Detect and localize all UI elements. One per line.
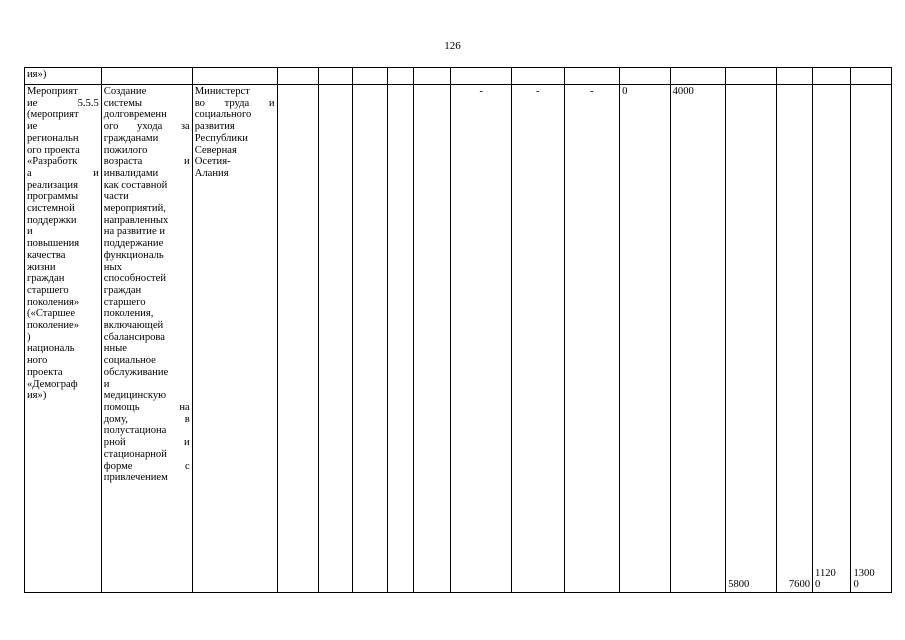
text-line: старшего — [103, 296, 146, 308]
measure-description-text — [104, 86, 190, 484]
text-line: возраста и — [103, 156, 190, 168]
cont-cell — [726, 68, 777, 85]
text-line: социальное — [103, 355, 156, 367]
dash-cell-2: - — [511, 85, 564, 593]
empty-cell — [413, 85, 450, 593]
cont-cell — [813, 68, 851, 85]
text-line: 1120 — [815, 567, 836, 579]
cont-cell — [776, 68, 812, 85]
text-line: помощь на — [103, 401, 190, 413]
text-line: сбалансирова — [103, 331, 166, 343]
measure-name-cell — [25, 85, 102, 593]
text-line: способностей — [103, 273, 167, 285]
text-line: системной — [27, 203, 75, 215]
text-line: инвалидами — [103, 167, 159, 179]
text-line: Алания — [194, 167, 229, 179]
text-line: Мероприят — [27, 86, 78, 97]
text-line: поддержки — [27, 214, 77, 226]
text-line: на развитие и — [103, 226, 165, 238]
text-line: поколения, — [103, 308, 154, 320]
text-line: рной и — [103, 437, 190, 449]
cont-cell — [620, 68, 671, 85]
text-line: поколение» — [27, 320, 80, 332]
cont-cell — [353, 68, 387, 85]
text-line: полустациона — [103, 425, 167, 437]
text-line: «Разработк — [27, 156, 78, 168]
text-line: ого ухода за — [103, 121, 190, 133]
dash-cell-1: - — [451, 85, 512, 593]
dash-cell-3: - — [564, 85, 620, 593]
value-cell-4000: 4000 — [670, 85, 726, 593]
text-line: нные — [103, 343, 127, 355]
text-line: обслуживание — [103, 366, 169, 378]
text-line: системы — [103, 97, 143, 109]
value-cell-7600: 7600 — [776, 85, 812, 593]
value-cell-5800: 5800 — [726, 85, 777, 593]
text-line: ие — [27, 121, 38, 133]
page-number: 126 — [444, 40, 461, 52]
text-line: включающей — [103, 320, 164, 332]
value-cell-zero: 0 — [620, 85, 671, 593]
text-line: мероприятий, — [103, 203, 166, 215]
measure-description-cell — [101, 85, 192, 593]
text-line: (мероприят — [27, 109, 79, 121]
cont-cell — [413, 68, 450, 85]
value-13000-text — [853, 568, 889, 591]
text-line: граждан — [103, 284, 142, 296]
text-line: программы — [27, 191, 79, 203]
cont-cell — [511, 68, 564, 85]
text-line: и — [27, 226, 33, 238]
cont-cell — [192, 68, 277, 85]
text-line: качества — [27, 249, 66, 261]
text-line: долговременн — [103, 109, 167, 121]
cont-cell — [387, 68, 413, 85]
table-row-continuation — [25, 68, 892, 85]
text-line: направленных — [103, 214, 169, 226]
text-line: проекта — [27, 366, 63, 378]
cont-cell — [319, 68, 353, 85]
text-line: и — [103, 378, 110, 390]
text-line: ного — [27, 355, 48, 367]
text-line: Республики — [194, 132, 248, 144]
text-line: Министерст — [194, 86, 250, 97]
table-row-measure-5-5-5 — [25, 85, 892, 593]
text-line: старшего — [27, 284, 69, 296]
value-cell-11200 — [813, 85, 851, 593]
text-line: ) — [27, 331, 31, 343]
cont-cell — [451, 68, 512, 85]
cont-cell — [670, 68, 726, 85]
responsible-executor-cell — [192, 85, 277, 593]
text-line: пожилого — [103, 144, 148, 156]
text-line: ого проекта — [27, 144, 80, 156]
empty-cell — [277, 85, 318, 593]
text-line: «Демограф — [27, 378, 78, 390]
empty-cell — [353, 85, 387, 593]
value-cell-13000 — [851, 85, 892, 593]
cont-cell — [101, 68, 192, 85]
text-line: во труда и — [194, 97, 275, 109]
text-line: Осетия- — [194, 156, 231, 168]
text-line: националь — [27, 343, 75, 355]
text-line: дому, в — [103, 413, 190, 425]
cont-cell-name: ия») — [25, 68, 102, 85]
cont-cell — [277, 68, 318, 85]
responsible-executor-text — [195, 86, 275, 180]
text-line: гражданами — [103, 132, 159, 144]
value-11200-text — [815, 568, 848, 591]
text-line: жизни — [27, 261, 56, 273]
text-line: Северная — [194, 144, 237, 156]
text-line: привлечением — [103, 472, 168, 484]
text-line: региональн — [27, 132, 79, 144]
text-line: повышения — [27, 238, 80, 250]
text-line: форме с — [103, 460, 190, 472]
text-line: реализация — [27, 179, 78, 191]
text-line: ных — [103, 261, 122, 273]
program-table — [24, 67, 892, 593]
empty-cell — [319, 85, 353, 593]
text-line: ие 5.5.5 — [27, 97, 99, 109]
text-line: стационарной — [103, 448, 167, 460]
text-line: поддержание — [103, 238, 164, 250]
text-line: функциональ — [103, 249, 164, 261]
text-line: Создание — [103, 86, 147, 97]
text-line: части — [103, 191, 129, 203]
text-line: ия») — [27, 390, 47, 402]
cont-cell — [564, 68, 620, 85]
measure-name-text — [27, 86, 99, 402]
text-line: 0 — [815, 579, 821, 591]
text-line: а и — [27, 167, 99, 179]
text-line: 0 — [853, 579, 859, 591]
text-line: поколения» — [27, 296, 80, 308]
text-line: как составной — [103, 179, 168, 191]
text-line: развития — [194, 121, 235, 133]
empty-cell — [387, 85, 413, 593]
text-line: 1300 — [853, 567, 875, 579]
text-line: социального — [194, 109, 252, 121]
cont-cell — [851, 68, 892, 85]
text-line: граждан — [27, 273, 65, 285]
text-line: («Старшее — [27, 308, 76, 320]
text-line: медицинскую — [103, 390, 167, 402]
